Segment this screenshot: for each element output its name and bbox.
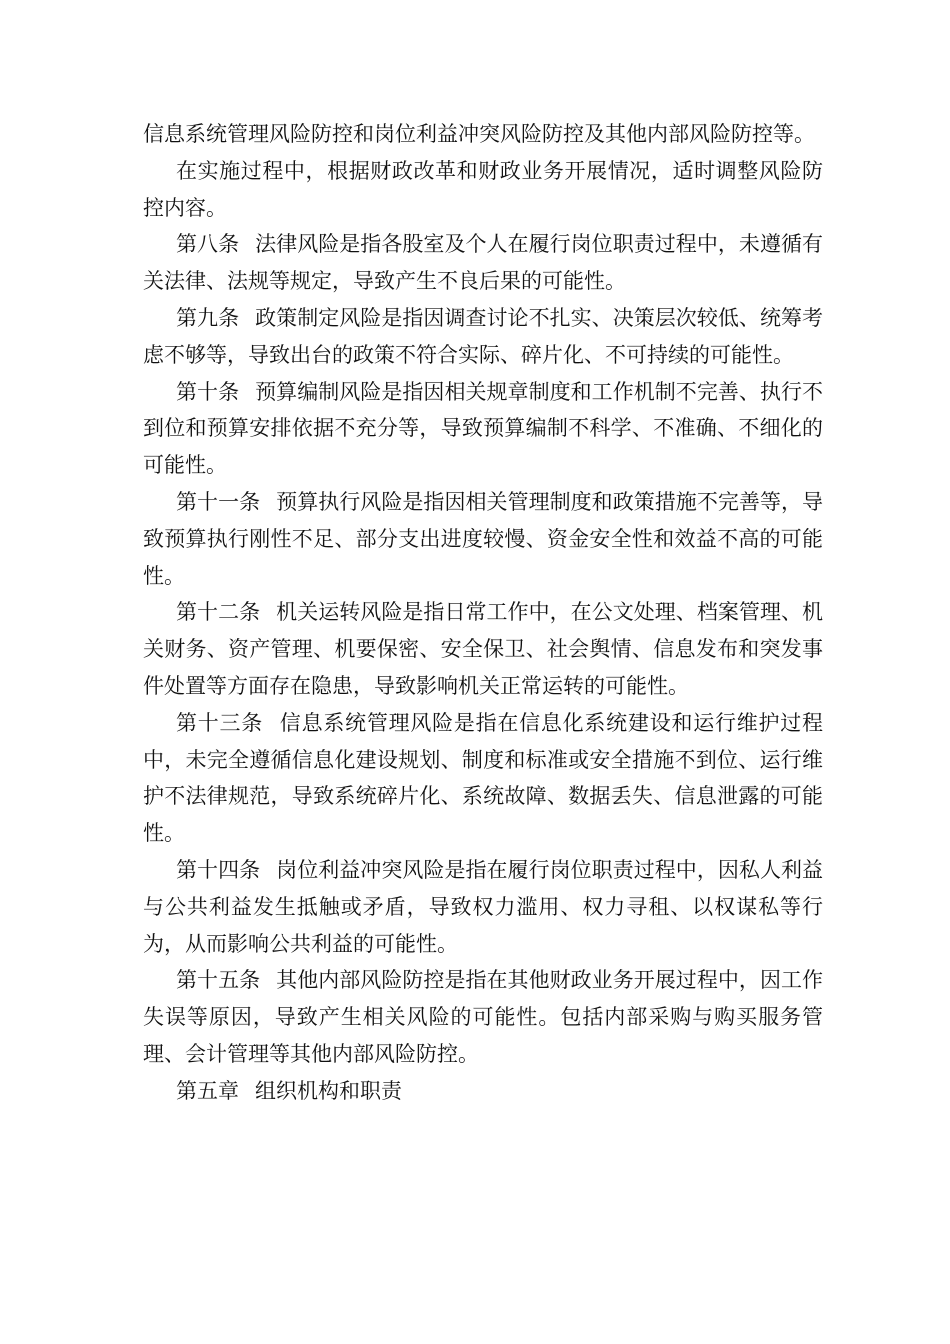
article-text: 预算执行风险是指因相关管理制度和政策措施不完善等，导致预算执行刚性不足、部分支出进度较慢、资金安全性和效益不高的可能性。 bbox=[143, 489, 824, 588]
article-paragraph bbox=[143, 705, 823, 852]
article-number: 第十一条 bbox=[176, 489, 261, 514]
article-number: 第十五条 bbox=[176, 968, 261, 993]
article-number: 第十三条 bbox=[176, 710, 264, 735]
article-number: 第十条 bbox=[176, 379, 240, 404]
article-paragraph bbox=[143, 226, 823, 300]
article-text: 预算编制风险是指因相关规章制度和工作机制不完善、执行不到位和预算安排依据不充分等，导致预算编制不科学、不准确、不细化的可能性。 bbox=[143, 379, 824, 478]
chapter-heading bbox=[143, 1073, 823, 1110]
article-paragraph bbox=[143, 852, 823, 962]
paragraph-continuation bbox=[143, 116, 823, 153]
article-paragraph bbox=[143, 374, 823, 484]
article-number: 第九条 bbox=[176, 305, 240, 330]
chapter-title: 组织机构和职责 bbox=[255, 1078, 402, 1103]
article-text: 法律风险是指各股室及个人在履行岗位职责过程中，未遵循有关法律、法规等规定，导致产生不良后果的可能性。 bbox=[143, 232, 824, 294]
article-text: 其他内部风险防控是指在其他财政业务开展过程中，因工作失误等原因，导致产生相关风险的可能性。包括内部采购与购买服务管理、会计管理等其他内部风险防控。 bbox=[143, 968, 824, 1066]
article-paragraph bbox=[143, 962, 823, 1072]
paragraph-text: 信息系统管理风险防控和岗位利益冲突风险防控及其他内部风险防控等。 bbox=[143, 122, 815, 146]
article-text: 岗位利益冲突风险是指在履行岗位职责过程中，因私人利益与公共利益发生抵触或矛盾，导致权力滥用、权力寻租、以权谋私等行为，从而影响公共利益的可能性。 bbox=[143, 857, 824, 956]
chapter-number: 第五章 bbox=[176, 1078, 239, 1103]
paragraph-text: 在实施过程中，根据财政改革和财政业务开展情况，适时调整风险防控内容。 bbox=[143, 158, 823, 220]
article-text: 信息系统管理风险是指在信息化系统建设和运行维护过程中，未完全遵循信息化建设规划、制度和标准或安全措施不到位、运行维护不法律规范，导致系统碎片化、系统故障、数据丢失、信息泄露的可能性。 bbox=[143, 710, 824, 846]
article-paragraph bbox=[143, 300, 823, 374]
article-number: 第十二条 bbox=[176, 600, 261, 625]
paragraph bbox=[143, 153, 823, 227]
article-paragraph bbox=[143, 594, 823, 704]
document-body bbox=[143, 116, 823, 1110]
article-text: 政策制定风险是指因调查讨论不扎实、决策层次较低、统筹考虑不够等，导致出台的政策不符合实际、碎片化、不可持续的可能性。 bbox=[143, 305, 824, 367]
article-number: 第十四条 bbox=[176, 857, 261, 882]
article-text: 机关运转风险是指日常工作中，在公文处理、档案管理、机关财务、资产管理、机要保密、安全保卫、社会舆情、信息发布和突发事件处置等方面存在隐患，导致影响机关正常运转的可能性。 bbox=[143, 600, 824, 698]
article-number: 第八条 bbox=[176, 232, 240, 257]
article-paragraph bbox=[143, 484, 823, 594]
